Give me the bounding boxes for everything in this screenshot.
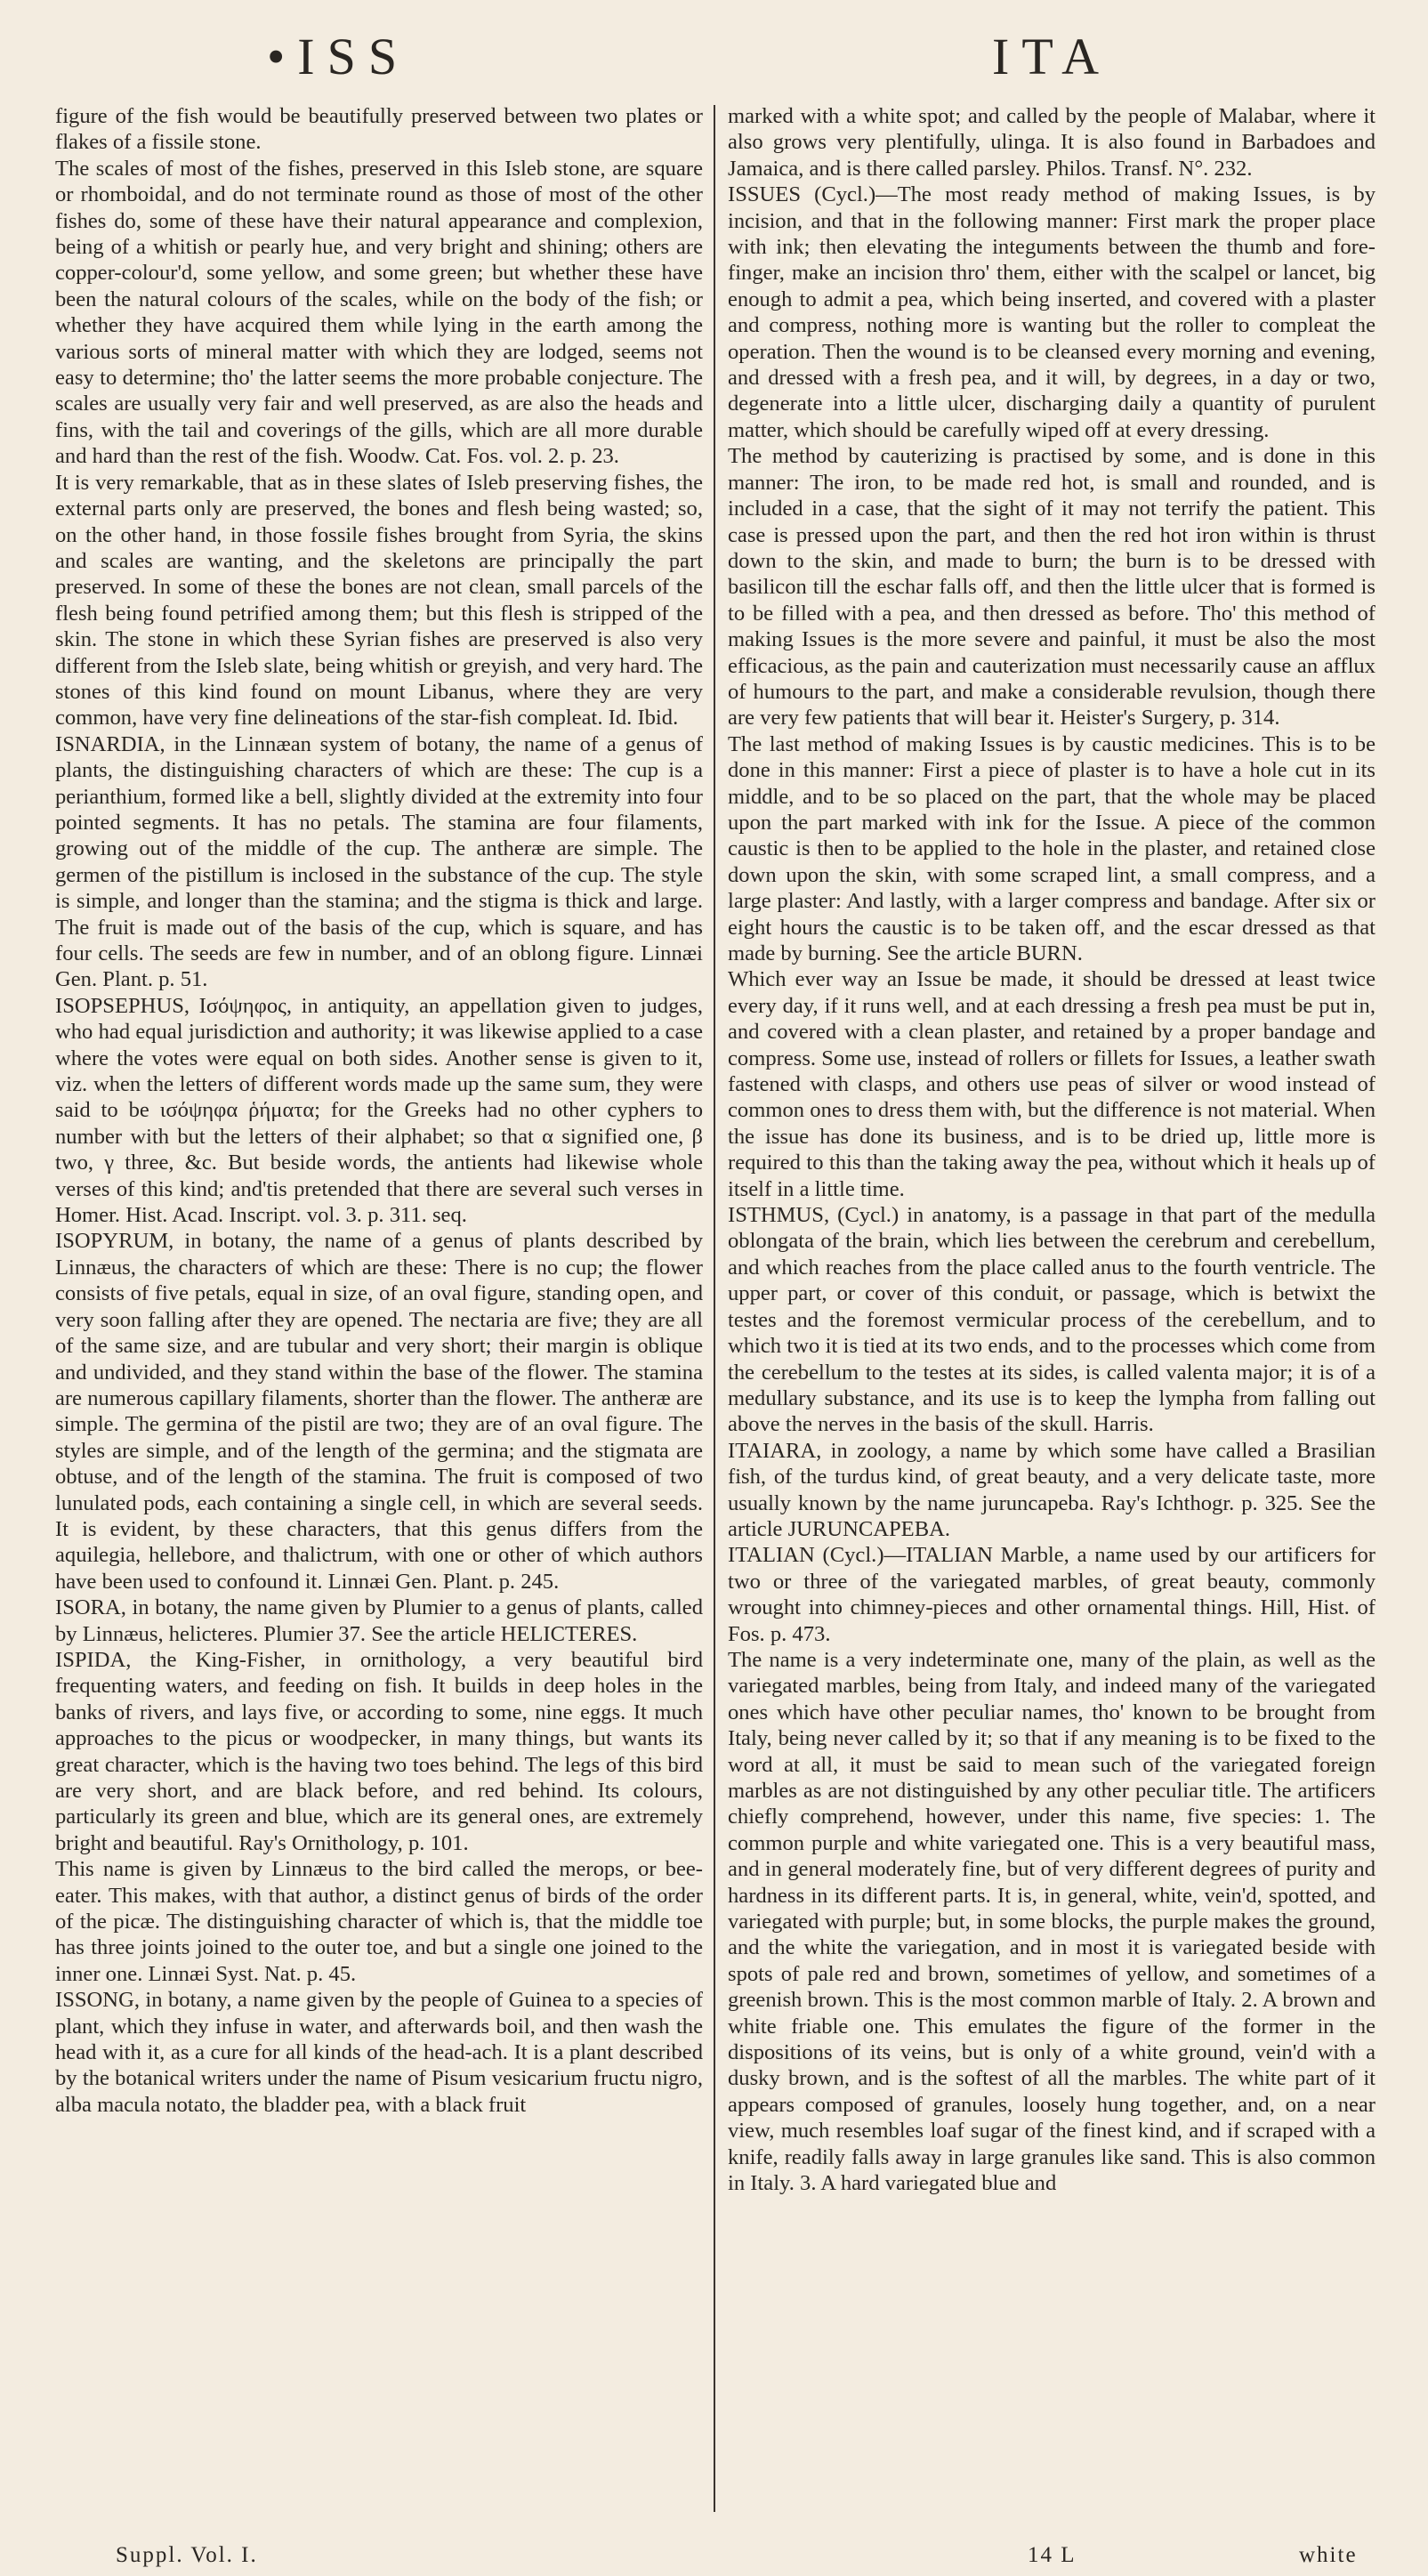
paragraph: The last method of making Issues is by caustic medicines. This is to be done in this manner: First a piece of plaster is to have a hole cut in its middle, and to be so placed on the part, that the whole may be placed upon the part marked with ink for the Issue. A piece of the common caustic is then to be applied to the hole in the plaster, and retained close down upon the skin, with some scraped lint, a small compress, and a large plaster: And lastly, with a larger compress and bandage. After six or eight hours the caustic is to be taken off, and the escar dressed as that made by burning. See the article BURN. (728, 731, 1376, 965)
entry-italian: ITALIAN (Cycl.)—ITALIAN Marble, a name used by our artificers for two or three of the variegated marbles, of great beauty, commonly wrought into chimney-pieces and other ornamental things. Hill, Hist. of Fos. p. 473. (728, 1543, 1376, 1646)
footer-volume: Suppl. Vol. I. (116, 2543, 258, 2567)
footer-signature: 14 L (1028, 2543, 1077, 2567)
entry-issues: ISSUES (Cycl.)—The most ready method of making Issues, is by incision, and that in the following manner: First mark the proper place with ink; then elevating the integuments between the thumb and fore-finger, make an incision thro' them, either with the scalpel or lancet, big enough to admit a pea, which being inserted, and covered with a plaster and compress, nothing more is wanting but the roller to compleat the operation. Then the wound is to be cleansed every morning and evening, and dressed with a fresh pea, and it will, by degrees, in a day or two, degenerate into a little ulcer, discharging daily a quantity of purulent matter, which should be carefully wiped off at every dressing. (728, 182, 1376, 442)
footer-catchword: white (1299, 2543, 1358, 2567)
column-rule (714, 105, 715, 2512)
paragraph: It is very remarkable, that as in these slates of Isleb preserving fishes, the external parts only are preserved, the bones and flesh being wasted; so, on the other hand, in those fossile fishes brought from Syria, the skins and scales are wanting, and the skeletons are principally the part preserved. In some of these the bones are not clean, small parcels of the flesh being found petrified among them; but this flesh is stripped of the skin. The stone in which these Syrian fishes are preserved is also very different from the Isleb slate, being whitish or greyish, and very hard. The stones of this kind found on mount Libanus, where they are very common, have very fine delineations of the star-fish compleat. Id. Ibid. (55, 470, 703, 731)
paragraph: The scales of most of the fishes, preserved in this Isleb stone, are square or rhomboidal, and do not terminate round as those of most of the other fishes do, some of these have their natural appearance and complexion, being of a whitish or pearly hue, and very bright and shining; others are copper-colour'd, some yellow, and some green; but whether these have been the natural colours of the scales, while on the body of the fish; or whether they have acquired them while lying in the earth among the various sorts of mineral matter with which they are lodged, seems not easy to determine; tho' the latter seems the more probable conjecture. The scales are usually very fair and well preserved, as are also the heads and fins, with the tail and coverings of the gills, which are all more durable and hard than the rest of the fish. Woodw. Cat. Fos. vol. 2. p. 23. (55, 156, 703, 469)
entry-isopsephus: ISOPSEPHUS, Ισόψηφος, in antiquity, an appellation given to judges, who had equal jurisdiction and authority; it was likewise applied to a case where the votes were equal on both sides. Another sense is given to it, viz. when the letters of different words made up the same sum, they were said to be ισόψηφα ῥήματα; for the Greeks had no other cyphers to number with but the letters of their alphabet; so that α signified one, β two, γ three, &c. But beside words, the antients had likewise whole verses of this kind; and'tis pretended that there are several such verses in Homer. Hist. Acad. Inscript. vol. 3. p. 311. seq. (55, 993, 703, 1228)
paragraph: marked with a white spot; and called by the people of Malabar, where it also grows very plentifully, ulinga. It is also found in Barbadoes and Jamaica, and is there called parsley. Philos. Transf. N°. 232. (728, 104, 1376, 181)
left-column (55, 103, 703, 2506)
entry-issong: ISSONG, in botany, a name given by the people of Guinea to a species of plant, which they infuse in water, and afterwards boil, and then wash the head with it, as a cure for all kinds of the head-ach. It is a plant described by the botanical writers under the name of Pisum vesicarium fructu nigro, alba macula notato, the bladder pea, with a black fruit (55, 1988, 703, 2117)
entry-isora: ISORA, in botany, the name given by Plumier to a genus of plants, called by Linnæus, helicteres. Plumier 37. See the article HELICTERES. (55, 1595, 703, 1646)
paragraph: The name is a very indeterminate one, many of the plain, as well as the variegated marbles, being from Italy, and indeed many of the variegated ones which have other peculiar names, tho' known to be brought from Italy, being never called by it; so that if any meaning is to be fixed to the word at all, it must be said to mean such of the variegated foreign marbles as are not distinguished by any other peculiar title. The artificers chiefly comprehend, however, under this name, five species: 1. The common purple and white variegated one. This is a very beautiful mass, and in general moderately fine, but of very different degrees of purity and hardness in its different parts. It is, in general, white, vein'd, spotted, and variegated with purple; but, in some blocks, the purple makes the ground, and the white the variegation, and in most it is variegated beside with spots of pale red and brown, sometimes of yellow, and sometimes of a greenish brown. This is the most common marble of Italy. 2. A brown and white friable one. This emulates the figure of the former in the dispositions of its veins, but is only of a white ground, vein'd with a dusky brown, and is the softest of all the marbles. The white part of it appears composed of granules, loosely hung together, and, on a near view, much resembles loaf sugar of the finest kind, and if scraped with a knife, readily falls away in large granules like sand. This is also common in Italy. 3. A hard variegated blue and (728, 1647, 1376, 2196)
paragraph: Which ever way an Issue be made, it should be dressed at least twice every day, if it runs well, and at each dressing a fresh pea must be put in, and covered with a clean plaster, and retained by a proper bandage and compress. Some use, instead of rollers or fillets for Issues, a leather swath fastened with clasps, and others use peas of silver or wood instead of common ones to dress them with, but the difference is not material. When the issue has done its business, and is to be dried up, little more is required to this than the taking away the pea, without which it heals up of itself in a little time. (728, 967, 1376, 1201)
entry-itaiara: ITAIARA, in zoology, a name by which some have called a Brasilian fish, of the turdus kind, of great beauty, and a very delicate taste, more usually known by the name juruncapeba. Ray's Ichthogr. p. 325. See the article JURUNCAPEBA. (728, 1438, 1376, 1541)
running-head-right: ITA (992, 28, 1111, 85)
entry-isnardia: ISNARDIA, in the Linnæan system of botany, the name of a genus of plants, the distinguishing characters of which are these: The cup is a perianthium, formed like a bell, slightly divided at the extremity into four pointed segments. It has no petals. The stamina are four filaments, growing out of the middle of the cup. The antheræ are simple. The germen of the pistillum is inclosed in the substance of the cup. The style is simple, and longer than the stamina; and the stigma is thick and large. The fruit is made out of the basis of the cup, which is square, and has four cells. The seeds are few in number, and of an oblong figure. Linnæi Gen. Plant. p. 51. (55, 731, 703, 992)
running-head-left: •ISS (267, 28, 410, 85)
entry-isopyrum: ISOPYRUM, in botany, the name of a genus of plants described by Linnæus, the characters of which are these: There is no cup; the flower consists of five petals, equal in size, of an oval figure, standing open, and very soon falling after they are opened. The nectaria are five; they are all of the same size, and are tubular and very short; their margin is oblique and undivided, and they stand within the base of the flower. The stamina are numerous capillary filaments, shorter than the flower. The antheræ are simple. The germina of the pistil are two; they are of an oval figure. The styles are simple, and of the length of the germina; and the stigmata are obtuse, and of the length of the stamina. The fruit is composed of two lunulated pods, each containing a single cell, in which are several seeds. It is evident, by these characters, that this genus differs from the aquilegia, hellebore, and thalictrum, with one or other of which authors have been used to confound it. Linnæi Gen. Plant. p. 245. (55, 1229, 703, 1594)
paragraph: The method by cauterizing is practised by some, and is done in this manner: The iron, to be made red hot, is small and rounded, and is included in a case, that the sight of it may not terrify the patient. This case is pressed upon the part, and then the red hot iron within is thrust down to the skin, and made to burn; the burn is to be dressed with basilicon till the eschar falls off, and then the little ulcer that is formed is to be filled with a pea, and then dressed as before. Tho' this method of making Issues is the more severe and painful, it must be also the most efficacious, as the pain and cauterization must necessarily cause an afflux of humours to the part, and make a considerable revulsion, though there are very few patients that will bear it. Heister's Surgery, p. 314. (728, 444, 1376, 731)
right-column (728, 103, 1376, 2506)
entry-isthmus: ISTHMUS, (Cycl.) in anatomy, is a passage in that part of the medulla oblongata of the brain, which lies between the cerebrum and cerebellum, and which reaches from the place called anus to the fourth ventricle. The upper part, or cover of this conduit, or passage, which is betwixt the testes and the foremost vermicular process of the cerebellum, and to which two it is tied at its two ends, and to the processes which come from the cerebellum to the testes at its sides, is called valenta major; it is of a medullary substance, and its use is to keep the lympha from falling out above the nerves in the basis of the skull. Harris. (728, 1203, 1376, 1437)
paragraph: This name is given by Linnæus to the bird called the merops, or bee-eater. This makes, with that author, a distinct genus of birds of the order of the picæ. The distinguishing character of which is, that the middle toe has three joints joined to the outer toe, and but a single one joined to the inner one. Linnæi Syst. Nat. p. 45. (55, 1857, 703, 1986)
paragraph: figure of the fish would be beautifully preserved between two plates or flakes of a fissile stone. (55, 104, 703, 155)
entry-ispida: ISPIDA, the King-Fisher, in ornithology, a very beautiful bird frequenting waters, and feeding on fish. It builds in deep holes in the banks of rivers, and lays five, or according to some, nine eggs. It much approaches to the picus or woodpecker, in many things, but wants its great character, which is the having two toes behind. The legs of this bird are very short, and are black before, and red behind. Its colours, particularly its green and blue, which are its general ones, are extremely bright and beautiful. Ray's Ornithology, p. 101. (55, 1647, 703, 1855)
